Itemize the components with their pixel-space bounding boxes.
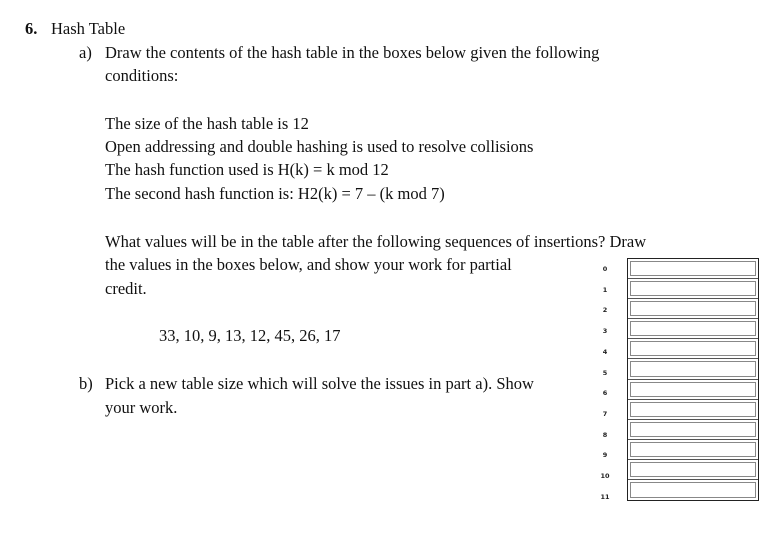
hash-table-slot xyxy=(628,359,758,379)
hash-table-index-label: 6 xyxy=(602,389,608,398)
hash-table-slot-inner xyxy=(630,462,756,477)
hash-table-slot-inner xyxy=(630,402,756,417)
part-b-line1: Pick a new table size which will solve the issues in part a). Show xyxy=(105,374,534,393)
hash-table-index-label: 11 xyxy=(600,492,610,501)
hash-table-slot xyxy=(628,279,758,299)
hash-table xyxy=(627,258,759,501)
hash-table-index-label: 0 xyxy=(602,265,608,273)
hash-table-slot-inner xyxy=(630,321,756,336)
hash-table-index-label: 2 xyxy=(602,306,608,315)
hash-table-slot xyxy=(628,380,758,400)
hash-table-slot-inner xyxy=(630,361,756,376)
hash-table-slot xyxy=(628,440,758,460)
part-b-label: b) xyxy=(79,374,93,393)
hash-table-index-label: 1 xyxy=(602,285,608,294)
hash-table-slot-inner xyxy=(630,261,756,276)
part-a-prompt-line2: conditions: xyxy=(105,66,179,85)
hash-table-slot xyxy=(628,420,758,440)
condition-hash-function: The hash function used is H(k) = k mod 12 xyxy=(105,160,389,179)
hash-table-index-label: 5 xyxy=(602,368,608,377)
hash-table-slot xyxy=(628,259,758,279)
hash-table-slot xyxy=(628,339,758,359)
hash-table-slot xyxy=(628,460,758,480)
hash-table-slot-inner xyxy=(630,422,756,437)
hash-table-slot-inner xyxy=(630,301,756,316)
hash-table-slot-inner xyxy=(630,382,756,397)
part-b-line2: your work. xyxy=(105,398,178,417)
insertion-sequence: 33, 10, 9, 13, 12, 45, 26, 17 xyxy=(159,326,341,345)
hash-table-index-label: 4 xyxy=(602,347,608,356)
hash-table-slot-inner xyxy=(630,341,756,356)
part-a-label: a) xyxy=(79,43,92,62)
hash-table-index-label: 10 xyxy=(600,472,610,480)
hash-table-slot-inner xyxy=(630,281,756,296)
hash-table-slot xyxy=(628,480,758,500)
hash-table-index-label: 7 xyxy=(602,409,608,418)
part-a-question-line2: the values in the boxes below, and show your work for partial xyxy=(105,255,512,274)
hash-table-index-label: 9 xyxy=(602,451,608,460)
condition-second-hash: The second hash function is: H2(k) = 7 – (k mod 7) xyxy=(105,184,445,203)
question-number: 6. xyxy=(25,19,38,38)
hash-table-slot-inner xyxy=(630,482,756,498)
condition-collision: Open addressing and double hashing is used to resolve collisions xyxy=(105,137,534,156)
question-title: Hash Table xyxy=(51,19,126,38)
part-a-question-line1: What values will be in the table after the following sequences of insertions? Draw xyxy=(105,232,647,251)
hash-table-index-label: 3 xyxy=(602,327,608,336)
hash-table-slot xyxy=(628,299,758,319)
condition-table-size: The size of the hash table is 12 xyxy=(105,114,309,133)
hash-table-slot xyxy=(628,400,758,420)
hash-table-slot-inner xyxy=(630,442,756,457)
hash-table-index-label: 8 xyxy=(602,430,608,439)
part-a-prompt-line1: Draw the contents of the hash table in the boxes below given the following xyxy=(105,43,600,62)
hash-table-slot xyxy=(628,319,758,339)
part-a-question-line3: credit. xyxy=(105,279,147,298)
